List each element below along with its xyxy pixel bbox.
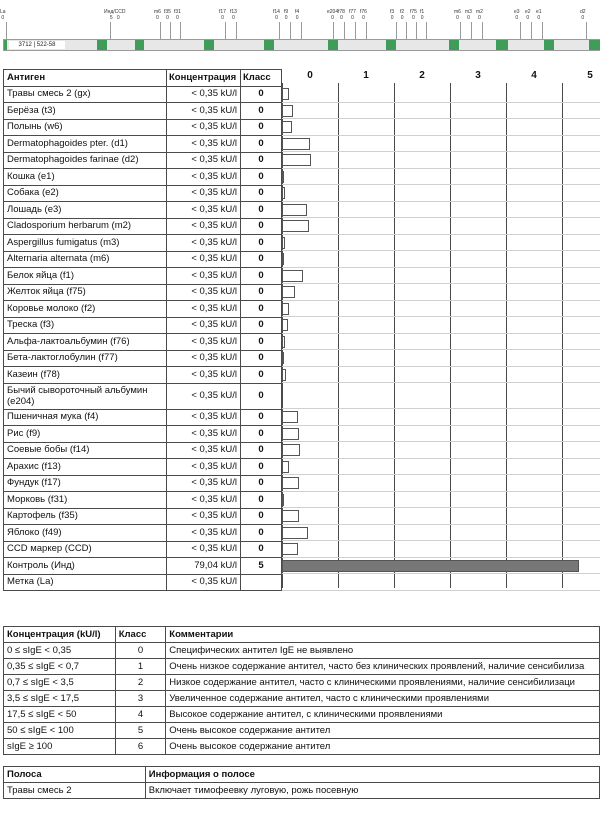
antigen-row (4, 185, 282, 202)
antigen-class: 0 (241, 334, 282, 351)
antigen-concentration: < 0,35 kU/l (167, 185, 241, 202)
legend-header-row (4, 627, 600, 643)
antigen-concentration: < 0,35 kU/l (167, 334, 241, 351)
chart-row-line (282, 250, 600, 251)
strip-label: f13 0 (230, 9, 237, 21)
antigen-row (4, 350, 282, 367)
strip-label: m6 0 (454, 9, 461, 21)
chart-row-line (282, 491, 600, 492)
antigen-class: 5 (241, 558, 282, 575)
strip-label: f9 0 (284, 9, 289, 21)
antigen-concentration: < 0,35 kU/l (167, 268, 241, 285)
strip-tick (110, 22, 111, 40)
chart-tick-label: 3 (475, 70, 481, 81)
strip-label: m3 0 (465, 9, 472, 21)
legend-class: 0 (115, 643, 166, 659)
legend-comment: Очень низкое содержание антител, часто без клинических проявлений, наличие сенсибилиза (166, 659, 600, 675)
chart-row-line (282, 118, 600, 119)
strip-tick (471, 22, 472, 40)
chart-bar (282, 461, 289, 473)
strip-label: f35 0 (164, 9, 171, 21)
antigen-class: 0 (241, 218, 282, 235)
strip-label: f14 0 (273, 9, 280, 21)
chart-row-line (282, 217, 600, 218)
antigen-name: Соевые бобы (f14) (4, 442, 167, 459)
chart-bar (282, 237, 285, 249)
strip-tick (180, 22, 181, 40)
antigen-row (4, 119, 282, 136)
chart-row-line (282, 234, 600, 235)
strip-label: e1 0 (536, 9, 542, 21)
chart-bar (282, 204, 307, 216)
strip-label: f75 0 (410, 9, 417, 21)
chart-bar (282, 220, 309, 232)
antigen-row (4, 492, 282, 509)
strip-label: e2 0 (525, 9, 531, 21)
legend-row (4, 739, 600, 755)
strip-segment (328, 40, 338, 50)
antigen-class: 0 (241, 235, 282, 252)
antigen-row (4, 367, 282, 384)
legend-comment: Низкое содержание антител, часто с клиническими проявлениями, наличие сенсибилизаци (166, 675, 600, 691)
antigen-row (4, 268, 282, 285)
antigen-row (4, 103, 282, 120)
antigen-class: 0 (241, 185, 282, 202)
antigen-name: Коровье молоко (f2) (4, 301, 167, 318)
antigen-name: Казеин (f78) (4, 367, 167, 384)
legend-row (4, 723, 600, 739)
header-concentration: Концентрация (167, 70, 241, 87)
chart-bar (282, 494, 284, 506)
antigen-row (4, 202, 282, 219)
legend-comment: Очень высокое содержание антител (166, 739, 600, 755)
antigen-name: Aspergillus fumigatus (m3) (4, 235, 167, 252)
strip-segment (264, 40, 274, 50)
band-name: Травы смесь 2 (4, 783, 146, 799)
antigen-class: 0 (241, 475, 282, 492)
results-header-row (4, 70, 282, 87)
band-info: Включает тимофеевку луговую, рожь посевную (145, 783, 599, 799)
antigen-concentration: < 0,35 kU/l (167, 426, 241, 443)
antigen-row (4, 251, 282, 268)
antigen-row (4, 235, 282, 252)
strip-segment (589, 40, 600, 50)
legend-range: 0 ≤ sIgE < 0,35 (4, 643, 116, 659)
antigen-concentration: < 0,35 kU/l (167, 350, 241, 367)
antigen-concentration: < 0,35 kU/l (167, 574, 241, 591)
strip-tick (460, 22, 461, 40)
chart-bar (282, 543, 298, 555)
antigen-class: 0 (241, 169, 282, 186)
antigen-row (4, 136, 282, 153)
class-bar-chart (282, 68, 600, 588)
class-legend-table (3, 626, 600, 755)
antigen-name: Травы смесь 2 (gx) (4, 86, 167, 103)
antigen-concentration: 79,04 kU/l (167, 558, 241, 575)
legend-range: sIgE ≥ 100 (4, 739, 116, 755)
strip-segment (4, 40, 7, 50)
strip-tick (531, 22, 532, 40)
chart-bar (282, 303, 289, 315)
antigen-class: 0 (241, 409, 282, 426)
antigen-name: Собака (e2) (4, 185, 167, 202)
chart-tick-label: 1 (363, 70, 369, 81)
legend-class: 5 (115, 723, 166, 739)
antigen-class: 0 (241, 317, 282, 334)
antigen-row (4, 558, 282, 575)
chart-gridline (338, 83, 339, 588)
strip-label: f2 0 (400, 9, 405, 21)
chart-row-line (282, 408, 600, 409)
chart-row-line (282, 333, 600, 334)
strip-tick (355, 22, 356, 40)
antigen-concentration: < 0,35 kU/l (167, 169, 241, 186)
legend-comment: Специфических антител IgE не выявлено (166, 643, 600, 659)
strip-tick (426, 22, 427, 40)
antigen-row (4, 301, 282, 318)
strip-segment (544, 40, 554, 50)
chart-row-line (282, 366, 600, 367)
strip-tick (301, 22, 302, 40)
strip-tick (170, 22, 171, 40)
legend-class: 6 (115, 739, 166, 755)
chart-bar (282, 138, 310, 150)
antigen-name: Лошадь (e3) (4, 202, 167, 219)
strip-label: f4 0 (295, 9, 300, 21)
chart-bar (282, 352, 284, 364)
test-strip (0, 0, 600, 62)
antigen-class: 0 (241, 202, 282, 219)
chart-row-line (282, 382, 600, 383)
strip-label: d2 0 (580, 9, 586, 21)
chart-bar (282, 411, 298, 423)
legend-row (4, 659, 600, 675)
antigen-concentration: < 0,35 kU/l (167, 86, 241, 103)
legend-range: 17,5 ≤ sIgE < 50 (4, 707, 116, 723)
chart-bar (282, 369, 286, 381)
strip-label: Инд/CCD 5 0 (104, 9, 126, 21)
strip-label: e204 0 (327, 9, 339, 21)
chart-row-line (282, 507, 600, 508)
strip-label: f78 0 (338, 9, 345, 21)
antigen-row (4, 284, 282, 301)
chart-row-line (282, 458, 600, 459)
strip-tick (396, 22, 397, 40)
antigen-concentration: < 0,35 kU/l (167, 508, 241, 525)
antigen-concentration: < 0,35 kU/l (167, 525, 241, 542)
antigen-row (4, 475, 282, 492)
header-antigen: Антиген (4, 70, 167, 87)
chart-bar (282, 270, 303, 282)
chart-bar (282, 319, 288, 331)
antigen-row (4, 317, 282, 334)
strip-label: f77 0 (349, 9, 356, 21)
antigen-row (4, 86, 282, 103)
antigen-row (4, 459, 282, 476)
strip-tick (406, 22, 407, 40)
legend-header-concentration: Концентрация (kU/l) (4, 627, 116, 643)
antigen-name: Полынь (w6) (4, 119, 167, 136)
antigen-row (4, 218, 282, 235)
strip-tick (586, 22, 587, 40)
chart-bar (282, 253, 284, 265)
legend-comment: Очень высокое содержание антител (166, 723, 600, 739)
chart-row-line (282, 267, 600, 268)
antigen-row (4, 525, 282, 542)
chart-bar (282, 510, 299, 522)
antigen-row (4, 574, 282, 591)
chart-bar (282, 187, 285, 199)
chart-row-line (282, 441, 600, 442)
antigen-concentration: < 0,35 kU/l (167, 492, 241, 509)
chart-row-line (282, 573, 600, 574)
chart-row-line (282, 201, 600, 202)
chart-row-line (282, 316, 600, 317)
antigen-name: Арахис (f13) (4, 459, 167, 476)
antigen-name: Альфа-лактоальбумин (f76) (4, 334, 167, 351)
antigen-name: Cladosporium herbarum (m2) (4, 218, 167, 235)
antigen-class: 0 (241, 367, 282, 384)
chart-row-line (282, 524, 600, 525)
legend-class: 4 (115, 707, 166, 723)
antigen-concentration: < 0,35 kU/l (167, 317, 241, 334)
antigen-class: 0 (241, 103, 282, 120)
antigen-concentration: < 0,35 kU/l (167, 383, 241, 409)
chart-bar (282, 286, 295, 298)
strip-tick (542, 22, 543, 40)
chart-bar (282, 560, 579, 572)
antigen-class: 0 (241, 459, 282, 476)
antigen-name: Кошка (e1) (4, 169, 167, 186)
strip-tick (366, 22, 367, 40)
legend-header-class: Класс (115, 627, 166, 643)
chart-bar (282, 428, 299, 440)
strip-segment (97, 40, 107, 50)
antigen-name: Яблоко (f49) (4, 525, 167, 542)
antigen-name: Dermatophagoides pter. (d1) (4, 136, 167, 153)
antigen-name: Желток яйца (f75) (4, 284, 167, 301)
chart-bar (282, 527, 308, 539)
antigen-concentration: < 0,35 kU/l (167, 152, 241, 169)
band-info-header-row (4, 767, 600, 783)
antigen-class: 0 (241, 383, 282, 409)
legend-class: 1 (115, 659, 166, 675)
antigen-name: Пшеничная мука (f4) (4, 409, 167, 426)
band-info-header-band: Полоса (4, 767, 146, 783)
strip-label: e3 0 (514, 9, 520, 21)
strip-segment (204, 40, 214, 50)
antigen-class: 0 (241, 268, 282, 285)
antigen-class: 0 (241, 508, 282, 525)
strip-tick (290, 22, 291, 40)
antigen-class: 0 (241, 251, 282, 268)
antigen-name: Морковь (f31) (4, 492, 167, 509)
header-class: Класс (241, 70, 282, 87)
band-info-row (4, 783, 600, 799)
antigen-class: 0 (241, 525, 282, 542)
legend-range: 3,5 ≤ sIgE < 17,5 (4, 691, 116, 707)
antigen-row (4, 442, 282, 459)
antigen-name: Картофель (f35) (4, 508, 167, 525)
antigen-concentration: < 0,35 kU/l (167, 136, 241, 153)
antigen-name: Alternaria alternata (m6) (4, 251, 167, 268)
legend-comment: Высокое содержание антител, с клиническими проявлениями (166, 707, 600, 723)
antigen-name: Рис (f9) (4, 426, 167, 443)
antigen-concentration: < 0,35 kU/l (167, 301, 241, 318)
chart-bar (282, 88, 289, 100)
antigen-concentration: < 0,35 kU/l (167, 284, 241, 301)
chart-bar (282, 444, 300, 456)
antigen-name: Белок яйца (f1) (4, 268, 167, 285)
strip-label: m2 0 (476, 9, 483, 21)
antigen-concentration: < 0,35 kU/l (167, 459, 241, 476)
strip-label: f17 0 (219, 9, 226, 21)
strip-tick (6, 22, 7, 40)
chart-gridline (506, 83, 507, 588)
chart-bar (282, 171, 284, 183)
legend-row (4, 643, 600, 659)
antigen-concentration: < 0,35 kU/l (167, 541, 241, 558)
chart-row-line (282, 184, 600, 185)
antigen-name: Бычий сывороточный альбумин (e204) (4, 383, 167, 409)
antigen-class: 0 (241, 152, 282, 169)
legend-range: 50 ≤ sIgE < 100 (4, 723, 116, 739)
strip-segment (449, 40, 459, 50)
antigen-row (4, 508, 282, 525)
antigen-class: 0 (241, 301, 282, 318)
chart-bar (282, 105, 293, 117)
strip-tick (482, 22, 483, 40)
band-info-table (3, 766, 600, 799)
strip-segment (386, 40, 396, 50)
strip-label: La 0 (0, 9, 6, 21)
strip-tick (416, 22, 417, 40)
strip-code: 3712 | 522-58 (9, 41, 65, 49)
antigen-row (4, 169, 282, 186)
antigen-name: Берёза (t3) (4, 103, 167, 120)
strip-label: m6 0 (154, 9, 161, 21)
chart-gridline (394, 83, 395, 588)
antigen-row (4, 426, 282, 443)
legend-row (4, 707, 600, 723)
chart-tick-label: 4 (531, 70, 537, 81)
antigen-class: 0 (241, 136, 282, 153)
strip-label: f3 0 (390, 9, 395, 21)
antigen-name: CCD маркер (CCD) (4, 541, 167, 558)
antigen-name: Метка (La) (4, 574, 167, 591)
antigen-concentration: < 0,35 kU/l (167, 475, 241, 492)
chart-tick-label: 0 (307, 70, 313, 81)
antigen-class: 0 (241, 284, 282, 301)
antigen-name: Контроль (Инд) (4, 558, 167, 575)
antigen-class (241, 574, 282, 591)
antigen-row (4, 152, 282, 169)
strip-tick (236, 22, 237, 40)
chart-row-line (282, 300, 600, 301)
chart-bar (282, 154, 311, 166)
legend-class: 3 (115, 691, 166, 707)
strip-tick (333, 22, 334, 40)
chart-row-line (282, 168, 600, 169)
chart-row-line (282, 102, 600, 103)
chart-row-line (282, 590, 600, 591)
antigen-name: Бета-лактоглобулин (f77) (4, 350, 167, 367)
antigen-concentration: < 0,35 kU/l (167, 251, 241, 268)
antigen-name: Треска (f3) (4, 317, 167, 334)
chart-gridline (562, 83, 563, 588)
antigen-row (4, 409, 282, 426)
strip-tick (160, 22, 161, 40)
strip-label: f1 0 (420, 9, 425, 21)
chart-row-line (282, 474, 600, 475)
legend-comment: Увеличенное содержание антител, часто с клиническими проявлениями (166, 691, 600, 707)
strip-band (3, 39, 600, 51)
antigen-class: 0 (241, 350, 282, 367)
legend-row (4, 691, 600, 707)
legend-header-comments: Комментарии (166, 627, 600, 643)
band-info-header-info: Информация о полосе (145, 767, 599, 783)
chart-row-line (282, 425, 600, 426)
chart-tick-label: 2 (419, 70, 425, 81)
antigen-row (4, 383, 282, 409)
chart-bar (282, 477, 299, 489)
antigen-concentration: < 0,35 kU/l (167, 442, 241, 459)
antigen-class: 0 (241, 442, 282, 459)
chart-row-line (282, 135, 600, 136)
antigen-name: Dermatophagoides farinae (d2) (4, 152, 167, 169)
strip-label: f76 0 (360, 9, 367, 21)
chart-bar (282, 336, 285, 348)
legend-class: 2 (115, 675, 166, 691)
chart-bar (282, 121, 292, 133)
strip-label: f31 0 (174, 9, 181, 21)
chart-row-line (282, 151, 600, 152)
strip-tick (344, 22, 345, 40)
antigen-class: 0 (241, 541, 282, 558)
legend-row (4, 675, 600, 691)
chart-tick-label: 5 (587, 70, 593, 81)
antigen-concentration: < 0,35 kU/l (167, 235, 241, 252)
antigen-row (4, 334, 282, 351)
chart-row-line (282, 283, 600, 284)
antigen-concentration: < 0,35 kU/l (167, 367, 241, 384)
strip-tick (279, 22, 280, 40)
legend-range: 0,35 ≤ sIgE < 0,7 (4, 659, 116, 675)
antigen-concentration: < 0,35 kU/l (167, 218, 241, 235)
antigen-concentration: < 0,35 kU/l (167, 103, 241, 120)
strip-tick (520, 22, 521, 40)
antigen-class: 0 (241, 492, 282, 509)
chart-row-line (282, 540, 600, 541)
legend-range: 0,7 ≤ sIgE < 3,5 (4, 675, 116, 691)
strip-segment (135, 40, 144, 50)
antigen-row (4, 541, 282, 558)
antigen-concentration: < 0,35 kU/l (167, 202, 241, 219)
strip-tick (225, 22, 226, 40)
antigen-name: Фундук (f17) (4, 475, 167, 492)
chart-row-line (282, 349, 600, 350)
antigen-concentration: < 0,35 kU/l (167, 119, 241, 136)
antigen-class: 0 (241, 426, 282, 443)
chart-row-line (282, 557, 600, 558)
antigen-class: 0 (241, 86, 282, 103)
chart-gridline (450, 83, 451, 588)
strip-segment (496, 40, 508, 50)
antigen-class: 0 (241, 119, 282, 136)
results-table (3, 69, 282, 591)
antigen-concentration: < 0,35 kU/l (167, 409, 241, 426)
